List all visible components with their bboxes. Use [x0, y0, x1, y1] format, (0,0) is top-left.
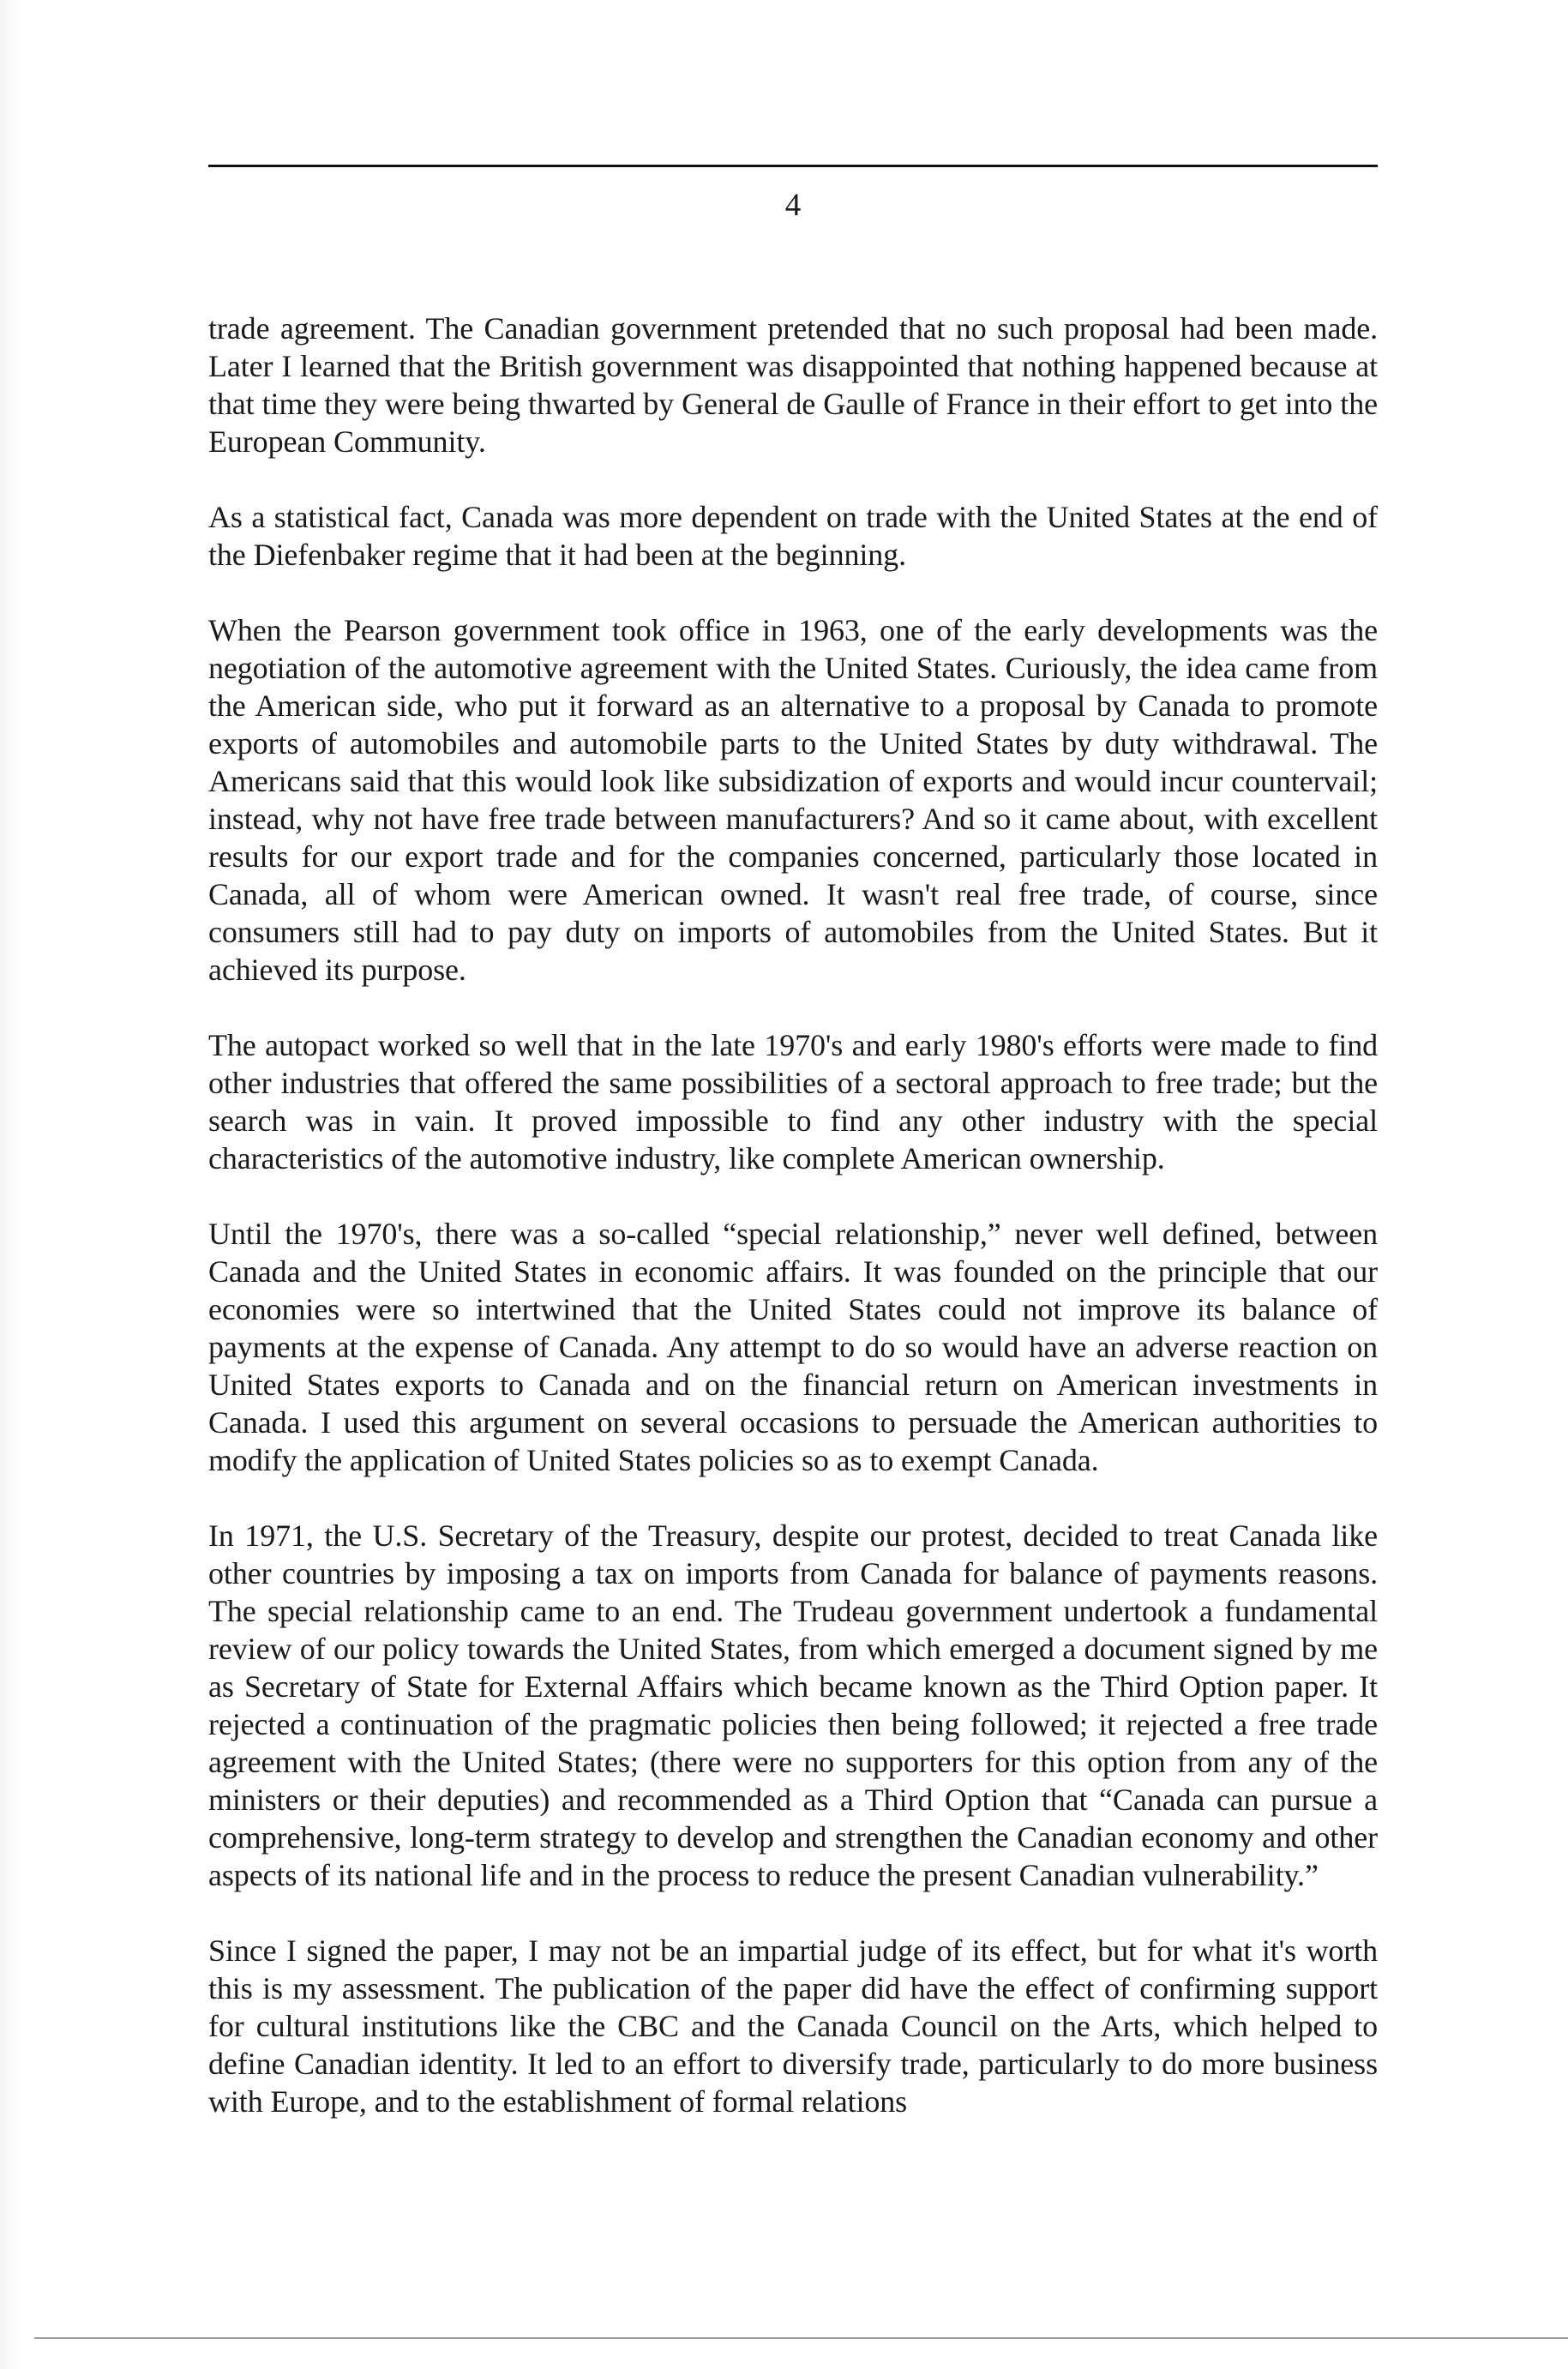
footer-rule: [34, 2337, 1568, 2339]
paragraph-1: trade agreement. The Canadian government pretended that no such proposal had been made. Later I learned that the British government was disappointed that nothing happened because at that time they were being thwarted by General de Gaulle of France in their effort to get into the European Community.: [208, 311, 1378, 459]
paragraph-7: Since I signed the paper, I may not be an impartial judge of its effect, but for what it's worth this is my assessment. The publication of the paper did have the effect of confirming support for cultural institutions like the CBC and the Canada Council on the Arts, which helped to define Canadian identity. It led to an effort to diversify trade, particularly to do more business with Europe, and to the establishment of formal relations: [208, 1933, 1378, 2119]
paragraph-6: In 1971, the U.S. Secretary of the Treasury, despite our protest, decided to treat Canada like other countries by imposing a tax on imports from Canada for balance of payments reasons. The special relationship came to an end. The Trudeau government undertook a fundamental review of our policy towards the United States, from which emerged a document signed by me as Secretary of State for External Affairs which became known as the Third Option paper. It rejected a continuation of the pragmatic policies then being followed; it rejected a free trade agreement with the United States; (there were no supporters for this option from any of the ministers or their deputies) and recommended as a Third Option that “Canada can pursue a comprehensive, long-term strategy to develop and strengthen the Canadian economy and other aspects of its national life and in the process to reduce the present Canadian vulnerability.”: [208, 1518, 1378, 1892]
paragraph-2: As a statistical fact, Canada was more dependent on trade with the United States at the end of the Diefenbaker regime that it had been at the beginning.: [208, 500, 1378, 572]
paragraph-5: Until the 1970's, there was a so-called “special relationship,” never well defined, between Canada and the United States in economic affairs. It was founded on the principle that our economies were so intertwined that the United States could not improve its balance of payments at the expense of Canada. Any attempt to do so would have an adverse reaction on United States exports to Canada and on the financial return on American investments in Canada. I used this argument on several occasions to persuade the American authorities to modify the application of United States policies so as to exempt Canada.: [208, 1217, 1378, 1477]
header-rule: [208, 165, 1378, 167]
page-number: 4: [784, 188, 802, 223]
paragraph-3: When the Pearson government took office in 1963, one of the early developments was the negotiation of the automotive agreement with the United States. Curiously, the idea came from the American side, who put it forward as an alternative to a proposal by Canada to promote exports of automobiles and automobile parts to the United States by duty withdrawal. The Americans said that this would look like subsidization of exports and would incur countervail; instead, why not have free trade between manufacturers? And so it came about, with excellent results for our export trade and for the companies concerned, particularly those located in Canada, all of whom were American owned. It wasn't real free trade, of course, since consumers still had to pay duty on imports of automobiles from the United States. But it achieved its purpose.: [208, 613, 1378, 987]
paragraph-4: The autopact worked so well that in the late 1970's and early 1980's efforts were made to find other industries that offered the same possibilities of a sectoral approach to free trade; but the search was in vain. It proved impossible to find any other industry with the special characteristics of the automotive industry, like complete American ownership.: [208, 1028, 1378, 1175]
body-text: [208, 310, 1378, 2158]
scan-edge-shading: [0, 0, 19, 2369]
